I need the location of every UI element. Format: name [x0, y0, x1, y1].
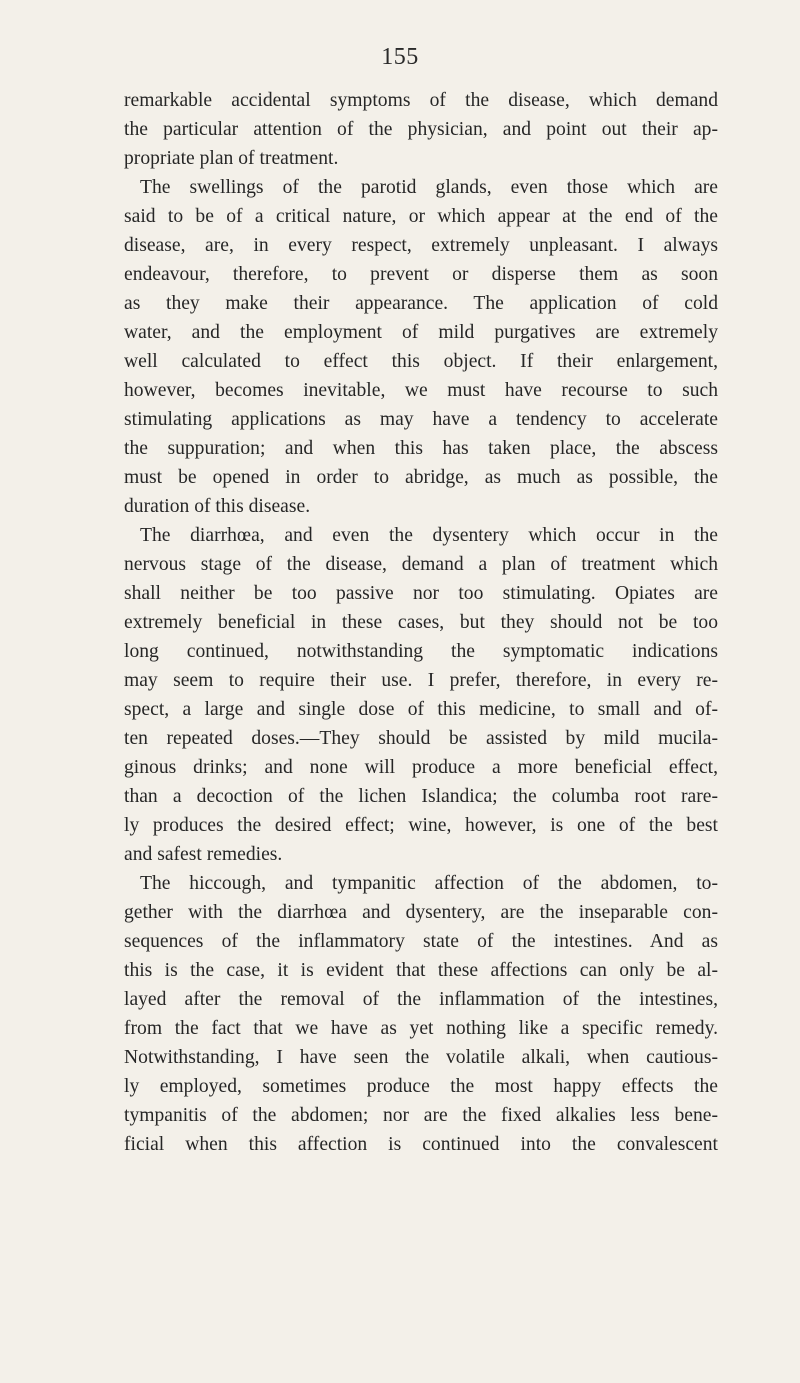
text-line: well calculated to effect this object. If their enlargement,	[124, 351, 718, 372]
text-line: from the fact that we have as yet nothing like a specific remedy.	[124, 1018, 718, 1039]
text-line: stimulating applications as may have a tendency to accelerate	[124, 409, 718, 430]
text-line: the particular attention of the physician, and point out their ap-	[124, 119, 718, 140]
text-line: Notwithstanding, I have seen the volatile alkali, when cautious-	[124, 1047, 718, 1068]
text-line: remarkable accidental symptoms of the disease, which demand	[124, 90, 718, 111]
text-line: The diarrhœa, and even the dysentery which occur in the	[140, 525, 718, 546]
text-line: long continued, notwithstanding the symptomatic indications	[124, 641, 718, 662]
text-line: tympanitis of the abdomen; nor are the fixed alkalies less bene-	[124, 1105, 718, 1126]
text-line: ly produces the desired effect; wine, however, is one of the best	[124, 815, 718, 836]
text-line: said to be of a critical nature, or which appear at the end of the	[124, 206, 718, 227]
page-number: 155	[381, 44, 419, 70]
text-line: The hiccough, and tympanitic affection of the abdomen, to-	[140, 873, 718, 894]
text-line: this is the case, it is evident that these affections can only be al-	[124, 960, 718, 981]
text-line: ginous drinks; and none will produce a more beneficial effect,	[124, 757, 718, 778]
text-line: spect, a large and single dose of this medicine, to small and of-	[124, 699, 718, 720]
text-line: however, becomes inevitable, we must have recourse to such	[124, 380, 718, 401]
text-line: must be opened in order to abridge, as much as possible, the	[124, 467, 718, 488]
text-line: propriate plan of treatment.	[124, 148, 339, 169]
text-line: sequences of the inflammatory state of the intestines. And as	[124, 931, 718, 952]
text-line: extremely beneficial in these cases, but they should not be too	[124, 612, 718, 633]
text-line: may seem to require their use. I prefer, therefore, in every re-	[124, 670, 718, 691]
text-line: duration of this disease.	[124, 496, 311, 517]
paragraph	[124, 869, 718, 1159]
text-line: disease, are, in every respect, extremely unpleasant. I always	[124, 235, 718, 256]
text-line: ficial when this affection is continued into the convalescent	[124, 1134, 718, 1155]
text-line: water, and the employment of mild purgatives are extremely	[124, 322, 718, 343]
paragraph	[124, 521, 718, 869]
text-line: layed after the removal of the inflammation of the intestines,	[124, 989, 718, 1010]
text-line: The swellings of the parotid glands, even those which are	[140, 177, 718, 198]
text-line: ly employed, sometimes produce the most happy effects the	[124, 1076, 718, 1097]
text-line: shall neither be too passive nor too stimulating. Opiates are	[124, 583, 718, 604]
text-line: than a decoction of the lichen Islandica; the columba root rare-	[124, 786, 718, 807]
text-line: the suppuration; and when this has taken place, the abscess	[124, 438, 718, 459]
text-line: nervous stage of the disease, demand a plan of treatment which	[124, 554, 718, 575]
paragraph	[124, 86, 718, 173]
text-line: as they make their appearance. The application of cold	[124, 293, 718, 314]
text-line: endeavour, therefore, to prevent or disperse them as soon	[124, 264, 718, 285]
paragraph	[124, 173, 718, 521]
text-line: gether with the diarrhœa and dysentery, are the inseparable con-	[124, 902, 718, 923]
text-line: and safest remedies.	[124, 844, 283, 865]
body-text	[124, 86, 718, 1159]
text-line: ten repeated doses.—They should be assisted by mild mucila-	[124, 728, 718, 749]
